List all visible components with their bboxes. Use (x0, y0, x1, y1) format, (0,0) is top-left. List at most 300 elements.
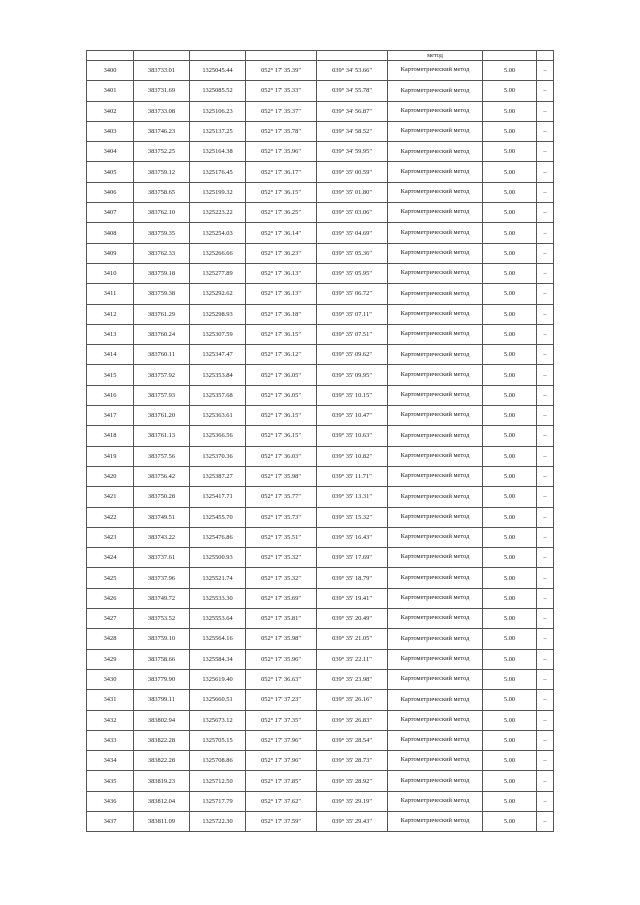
cell-latitude: 052° 17' 36.25" (246, 203, 317, 223)
cell-point-number: 3422 (87, 507, 134, 527)
cell-longitude: 039° 35' 26.83" (317, 710, 388, 730)
cell-point-number: 3432 (87, 710, 134, 730)
cell-method: Картометрический метод (388, 507, 483, 527)
table-row (87, 649, 554, 669)
cell-note: – (537, 426, 554, 446)
cell-point-number: 3431 (87, 690, 134, 710)
cell-note: – (537, 203, 554, 223)
cell-x-coordinate: 383743.22 (134, 527, 190, 547)
cell-accuracy: 5.00 (483, 609, 537, 629)
cell-method: Картометрический метод (388, 365, 483, 385)
cell-accuracy: 5.00 (483, 162, 537, 182)
cell-longitude: 039° 35' 13.31" (317, 487, 388, 507)
cell-y-coordinate: 1325353.84 (190, 365, 246, 385)
cell-latitude: 052° 17' 36.14" (246, 223, 317, 243)
cell-point-number: 3411 (87, 284, 134, 304)
cell-x-coordinate: 383761.20 (134, 406, 190, 426)
cell-x-coordinate: 383762.10 (134, 203, 190, 223)
cell-y-coordinate: 1325370.36 (190, 446, 246, 466)
table-row (87, 223, 554, 243)
table-row (87, 507, 554, 527)
cell-accuracy: 5.00 (483, 730, 537, 750)
cell-note: – (537, 365, 554, 385)
cell-accuracy: 5.00 (483, 548, 537, 568)
cell-accuracy: 5.00 (483, 304, 537, 324)
cell-longitude: 039° 35' 20.49" (317, 609, 388, 629)
cell-x-coordinate: 383761.29 (134, 304, 190, 324)
cell-point-number: 3425 (87, 568, 134, 588)
cell-method: Картометрический метод (388, 263, 483, 283)
table-row (87, 263, 554, 283)
cell-latitude: 052° 17' 36.13" (246, 284, 317, 304)
cell-accuracy: 5.00 (483, 406, 537, 426)
cell-latitude: 052° 17' 36.63" (246, 669, 317, 689)
cell-method: Картометрический метод (388, 406, 483, 426)
cell-latitude: 052° 17' 36.05" (246, 365, 317, 385)
cell-method: Картометрический метод (388, 324, 483, 344)
cell-accuracy: 5.00 (483, 365, 537, 385)
cell-latitude: 052° 17' 35.81" (246, 609, 317, 629)
cell-longitude: 039° 35' 03.06" (317, 203, 388, 223)
table-row (87, 243, 554, 263)
cell-y-coordinate: 1325417.71 (190, 487, 246, 507)
cell-point-number: 3423 (87, 527, 134, 547)
cell-longitude: 039° 35' 23.98" (317, 669, 388, 689)
cell-method: Картометрический метод (388, 568, 483, 588)
cell-method: Картометрический метод (388, 629, 483, 649)
cell-method: Картометрический метод (388, 203, 483, 223)
table-row (87, 203, 554, 223)
cell-point-number: 3403 (87, 121, 134, 141)
cell-x-coordinate: 383762.33 (134, 243, 190, 263)
cell-y-coordinate: 1325137.25 (190, 121, 246, 141)
cell-longitude: 039° 35' 19.41" (317, 588, 388, 608)
coordinates-table (86, 50, 554, 832)
cell-note: – (537, 223, 554, 243)
cell-x-coordinate: 383779.90 (134, 669, 190, 689)
cell-method: Картометрический метод (388, 304, 483, 324)
table-row (87, 121, 554, 141)
cell-point-number: 3434 (87, 751, 134, 771)
cell-accuracy: 5.00 (483, 629, 537, 649)
cell-y-coordinate: 1325553.64 (190, 609, 246, 629)
cell-longitude: 039° 34' 59.95" (317, 142, 388, 162)
cell-note: – (537, 121, 554, 141)
cell-latitude: 052° 17' 36.17" (246, 162, 317, 182)
table-row (87, 751, 554, 771)
cell-point-number: 3435 (87, 771, 134, 791)
cell-method: Картометрический метод (388, 61, 483, 81)
cell-note: – (537, 446, 554, 466)
cell-method: Картометрический метод (388, 548, 483, 568)
cell-latitude: 052° 17' 35.77" (246, 487, 317, 507)
cell-accuracy: 5.00 (483, 771, 537, 791)
cell-method: Картометрический метод (388, 466, 483, 486)
cell-method: Картометрический метод (388, 182, 483, 202)
cell-x-coordinate: 383759.18 (134, 263, 190, 283)
cell-method: Картометрический метод (388, 811, 483, 831)
cell-x-coordinate: 383758.66 (134, 649, 190, 669)
cell-note: – (537, 487, 554, 507)
cell-x-coordinate: 383737.96 (134, 568, 190, 588)
table-row (87, 730, 554, 750)
cell-method: Картометрический метод (388, 426, 483, 446)
cell-y-coordinate: 1325705.15 (190, 730, 246, 750)
cell-method: Картометрический метод (388, 609, 483, 629)
cell-empty (190, 51, 246, 61)
cell-x-coordinate: 383759.35 (134, 223, 190, 243)
cell-x-coordinate: 383760.11 (134, 345, 190, 365)
cell-x-coordinate: 383822.28 (134, 730, 190, 750)
cell-accuracy: 5.00 (483, 345, 537, 365)
cell-y-coordinate: 1325363.61 (190, 406, 246, 426)
cell-latitude: 052° 17' 35.96" (246, 649, 317, 669)
table-row (87, 81, 554, 101)
cell-y-coordinate: 1325277.89 (190, 263, 246, 283)
cell-latitude: 052° 17' 37.62" (246, 791, 317, 811)
cell-y-coordinate: 1325085.52 (190, 81, 246, 101)
cell-x-coordinate: 383759.38 (134, 284, 190, 304)
cell-longitude: 039° 35' 28.73" (317, 751, 388, 771)
cell-latitude: 052° 17' 37.35" (246, 710, 317, 730)
cell-accuracy: 5.00 (483, 203, 537, 223)
cell-note: – (537, 263, 554, 283)
cell-method: Картометрический метод (388, 385, 483, 405)
cell-point-number: 3428 (87, 629, 134, 649)
cell-empty (317, 51, 388, 61)
cell-point-number: 3430 (87, 669, 134, 689)
cell-x-coordinate: 383749.51 (134, 507, 190, 527)
table-row (87, 609, 554, 629)
cell-point-number: 3415 (87, 365, 134, 385)
cell-accuracy: 5.00 (483, 385, 537, 405)
cell-x-coordinate: 383757.93 (134, 385, 190, 405)
cell-y-coordinate: 1325347.47 (190, 345, 246, 365)
cell-y-coordinate: 1325164.38 (190, 142, 246, 162)
cell-method: Картометрический метод (388, 487, 483, 507)
cell-accuracy: 5.00 (483, 263, 537, 283)
cell-longitude: 039° 35' 07.11" (317, 304, 388, 324)
cell-point-number: 3401 (87, 81, 134, 101)
cell-note: – (537, 629, 554, 649)
cell-method: Картометрический метод (388, 223, 483, 243)
cell-latitude: 052° 17' 35.32" (246, 548, 317, 568)
cell-longitude: 039° 35' 29.19" (317, 791, 388, 811)
cell-point-number: 3417 (87, 406, 134, 426)
cell-y-coordinate: 1325673.12 (190, 710, 246, 730)
cell-point-number: 3421 (87, 487, 134, 507)
cell-note: – (537, 345, 554, 365)
cell-point-number: 3402 (87, 101, 134, 121)
table-row-continued (87, 51, 554, 61)
table-row (87, 61, 554, 81)
cell-latitude: 052° 17' 35.98" (246, 629, 317, 649)
cell-note: – (537, 162, 554, 182)
cell-y-coordinate: 1325722.30 (190, 811, 246, 831)
cell-note: – (537, 811, 554, 831)
cell-y-coordinate: 1325619.40 (190, 669, 246, 689)
cell-method: Картометрический метод (388, 588, 483, 608)
table-row (87, 304, 554, 324)
cell-y-coordinate: 1325045.44 (190, 61, 246, 81)
cell-longitude: 039° 35' 05.36" (317, 243, 388, 263)
cell-latitude: 052° 17' 35.37" (246, 101, 317, 121)
cell-method: Картометрический метод (388, 730, 483, 750)
cell-longitude: 039° 35' 22.11" (317, 649, 388, 669)
cell-longitude: 039° 35' 07.51" (317, 324, 388, 344)
cell-y-coordinate: 1325199.32 (190, 182, 246, 202)
cell-latitude: 052° 17' 37.23" (246, 690, 317, 710)
table-row (87, 284, 554, 304)
cell-latitude: 052° 17' 36.18" (246, 304, 317, 324)
cell-latitude: 052° 17' 35.73" (246, 507, 317, 527)
cell-point-number: 3420 (87, 466, 134, 486)
cell-latitude: 052° 17' 36.12" (246, 345, 317, 365)
table-row (87, 324, 554, 344)
cell-latitude: 052° 17' 36.15" (246, 182, 317, 202)
cell-longitude: 039° 35' 28.54" (317, 730, 388, 750)
cell-point-number: 3414 (87, 345, 134, 365)
cell-point-number: 3409 (87, 243, 134, 263)
cell-accuracy: 5.00 (483, 527, 537, 547)
cell-method: Картометрический метод (388, 690, 483, 710)
cell-empty (483, 51, 537, 61)
cell-point-number: 3408 (87, 223, 134, 243)
cell-x-coordinate: 383746.23 (134, 121, 190, 141)
cell-accuracy: 5.00 (483, 446, 537, 466)
table-row (87, 101, 554, 121)
cell-empty (134, 51, 190, 61)
cell-point-number: 3405 (87, 162, 134, 182)
cell-y-coordinate: 1325106.23 (190, 101, 246, 121)
cell-note: – (537, 771, 554, 791)
cell-latitude: 052° 17' 36.15" (246, 406, 317, 426)
cell-x-coordinate: 383756.42 (134, 466, 190, 486)
cell-note: – (537, 548, 554, 568)
cell-note: – (537, 791, 554, 811)
cell-longitude: 039° 35' 05.95" (317, 263, 388, 283)
cell-y-coordinate: 1325564.16 (190, 629, 246, 649)
cell-note: – (537, 466, 554, 486)
cell-y-coordinate: 1325500.93 (190, 548, 246, 568)
table-row (87, 811, 554, 831)
cell-longitude: 039° 35' 10.63" (317, 426, 388, 446)
cell-longitude: 039° 35' 10.82" (317, 446, 388, 466)
cell-latitude: 052° 17' 36.05" (246, 385, 317, 405)
cell-accuracy: 5.00 (483, 466, 537, 486)
cell-x-coordinate: 383757.56 (134, 446, 190, 466)
cell-x-coordinate: 383750.28 (134, 487, 190, 507)
cell-method: Картометрический метод (388, 142, 483, 162)
cell-longitude: 039° 35' 00.59" (317, 162, 388, 182)
table-row (87, 771, 554, 791)
cell-accuracy: 5.00 (483, 243, 537, 263)
cell-y-coordinate: 1325476.86 (190, 527, 246, 547)
cell-longitude: 039° 35' 15.32" (317, 507, 388, 527)
table-row (87, 466, 554, 486)
cell-y-coordinate: 1325533.30 (190, 588, 246, 608)
table-row (87, 690, 554, 710)
table-row (87, 588, 554, 608)
cell-longitude: 039° 35' 10.47" (317, 406, 388, 426)
cell-accuracy: 5.00 (483, 121, 537, 141)
cell-accuracy: 5.00 (483, 568, 537, 588)
cell-y-coordinate: 1325266.66 (190, 243, 246, 263)
cell-latitude: 052° 17' 36.15" (246, 324, 317, 344)
table-row (87, 365, 554, 385)
cell-y-coordinate: 1325660.51 (190, 690, 246, 710)
cell-note: – (537, 730, 554, 750)
cell-method: Картометрический метод (388, 669, 483, 689)
table-row (87, 710, 554, 730)
cell-method: Картометрический метод (388, 710, 483, 730)
cell-note: – (537, 284, 554, 304)
coordinates-table-body (87, 51, 554, 832)
cell-method: Картометрический метод (388, 101, 483, 121)
table-row (87, 426, 554, 446)
table-row (87, 487, 554, 507)
cell-method: Картометрический метод (388, 345, 483, 365)
cell-y-coordinate: 1325307.59 (190, 324, 246, 344)
cell-accuracy: 5.00 (483, 710, 537, 730)
cell-longitude: 039° 35' 16.43" (317, 527, 388, 547)
cell-point-number: 3407 (87, 203, 134, 223)
cell-method: Картометрический метод (388, 649, 483, 669)
cell-accuracy: 5.00 (483, 669, 537, 689)
cell-point-number: 3419 (87, 446, 134, 466)
cell-note: – (537, 101, 554, 121)
cell-y-coordinate: 1325292.62 (190, 284, 246, 304)
cell-latitude: 052° 17' 36.03" (246, 446, 317, 466)
cell-longitude: 039° 35' 29.43" (317, 811, 388, 831)
cell-y-coordinate: 1325223.22 (190, 203, 246, 223)
cell-note: – (537, 385, 554, 405)
cell-x-coordinate: 383733.08 (134, 101, 190, 121)
cell-accuracy: 5.00 (483, 811, 537, 831)
table-row (87, 669, 554, 689)
cell-x-coordinate: 383760.24 (134, 324, 190, 344)
cell-note: – (537, 81, 554, 101)
cell-longitude: 039° 35' 10.15" (317, 385, 388, 405)
table-row (87, 406, 554, 426)
cell-longitude: 039° 35' 17.69" (317, 548, 388, 568)
cell-point-number: 3418 (87, 426, 134, 446)
cell-x-coordinate: 383812.04 (134, 791, 190, 811)
cell-point-number: 3424 (87, 548, 134, 568)
cell-accuracy: 5.00 (483, 182, 537, 202)
cell-note: – (537, 527, 554, 547)
cell-note: – (537, 588, 554, 608)
cell-longitude: 039° 35' 09.95" (317, 365, 388, 385)
cell-latitude: 052° 17' 37.85" (246, 771, 317, 791)
cell-point-number: 3406 (87, 182, 134, 202)
cell-accuracy: 5.00 (483, 284, 537, 304)
cell-x-coordinate: 383759.10 (134, 629, 190, 649)
cell-point-number: 3433 (87, 730, 134, 750)
cell-y-coordinate: 1325717.79 (190, 791, 246, 811)
cell-x-coordinate: 383799.11 (134, 690, 190, 710)
cell-latitude: 052° 17' 37.59" (246, 811, 317, 831)
cell-note: – (537, 710, 554, 730)
cell-accuracy: 5.00 (483, 426, 537, 446)
cell-y-coordinate: 1325521.74 (190, 568, 246, 588)
cell-point-number: 3413 (87, 324, 134, 344)
cell-longitude: 039° 35' 04.69" (317, 223, 388, 243)
cell-x-coordinate: 383811.09 (134, 811, 190, 831)
cell-latitude: 052° 17' 35.98" (246, 466, 317, 486)
cell-method: Картометрический метод (388, 243, 483, 263)
cell-y-coordinate: 1325712.50 (190, 771, 246, 791)
cell-x-coordinate: 383731.69 (134, 81, 190, 101)
cell-point-number: 3404 (87, 142, 134, 162)
cell-y-coordinate: 1325254.03 (190, 223, 246, 243)
cell-point-number: 3437 (87, 811, 134, 831)
table-row (87, 527, 554, 547)
cell-longitude: 039° 35' 06.72" (317, 284, 388, 304)
cell-note: – (537, 669, 554, 689)
cell-longitude: 039° 35' 11.71" (317, 466, 388, 486)
cell-point-number: 3426 (87, 588, 134, 608)
cell-method: Картометрический метод (388, 791, 483, 811)
cell-method-continued: метод (388, 51, 483, 61)
table-row (87, 548, 554, 568)
cell-empty (87, 51, 134, 61)
cell-note: – (537, 406, 554, 426)
cell-latitude: 052° 17' 36.15" (246, 426, 317, 446)
cell-x-coordinate: 383749.72 (134, 588, 190, 608)
cell-empty (246, 51, 317, 61)
cell-accuracy: 5.00 (483, 588, 537, 608)
cell-accuracy: 5.00 (483, 81, 537, 101)
cell-x-coordinate: 383759.12 (134, 162, 190, 182)
table-row (87, 162, 554, 182)
cell-point-number: 3429 (87, 649, 134, 669)
cell-note: – (537, 649, 554, 669)
cell-note: – (537, 304, 554, 324)
cell-method: Картометрический метод (388, 162, 483, 182)
cell-accuracy: 5.00 (483, 61, 537, 81)
document-page (86, 50, 553, 832)
cell-longitude: 039° 35' 26.16" (317, 690, 388, 710)
cell-latitude: 052° 17' 35.32" (246, 568, 317, 588)
cell-y-coordinate: 1325708.86 (190, 751, 246, 771)
cell-point-number: 3416 (87, 385, 134, 405)
cell-longitude: 039° 34' 58.52" (317, 121, 388, 141)
cell-latitude: 052° 17' 35.96" (246, 142, 317, 162)
cell-accuracy: 5.00 (483, 324, 537, 344)
cell-longitude: 039° 35' 28.92" (317, 771, 388, 791)
cell-x-coordinate: 383758.65 (134, 182, 190, 202)
cell-empty (537, 51, 554, 61)
cell-note: – (537, 609, 554, 629)
cell-accuracy: 5.00 (483, 101, 537, 121)
cell-method: Картометрический метод (388, 446, 483, 466)
cell-y-coordinate: 1325387.27 (190, 466, 246, 486)
cell-point-number: 3427 (87, 609, 134, 629)
cell-x-coordinate: 383757.92 (134, 365, 190, 385)
cell-method: Картометрический метод (388, 771, 483, 791)
cell-latitude: 052° 17' 35.69" (246, 588, 317, 608)
cell-longitude: 039° 34' 55.78" (317, 81, 388, 101)
cell-point-number: 3412 (87, 304, 134, 324)
cell-note: – (537, 182, 554, 202)
table-row (87, 446, 554, 466)
cell-x-coordinate: 383761.13 (134, 426, 190, 446)
cell-method: Картометрический метод (388, 751, 483, 771)
cell-longitude: 039° 35' 18.79" (317, 568, 388, 588)
cell-x-coordinate: 383753.52 (134, 609, 190, 629)
cell-method: Картометрический метод (388, 527, 483, 547)
